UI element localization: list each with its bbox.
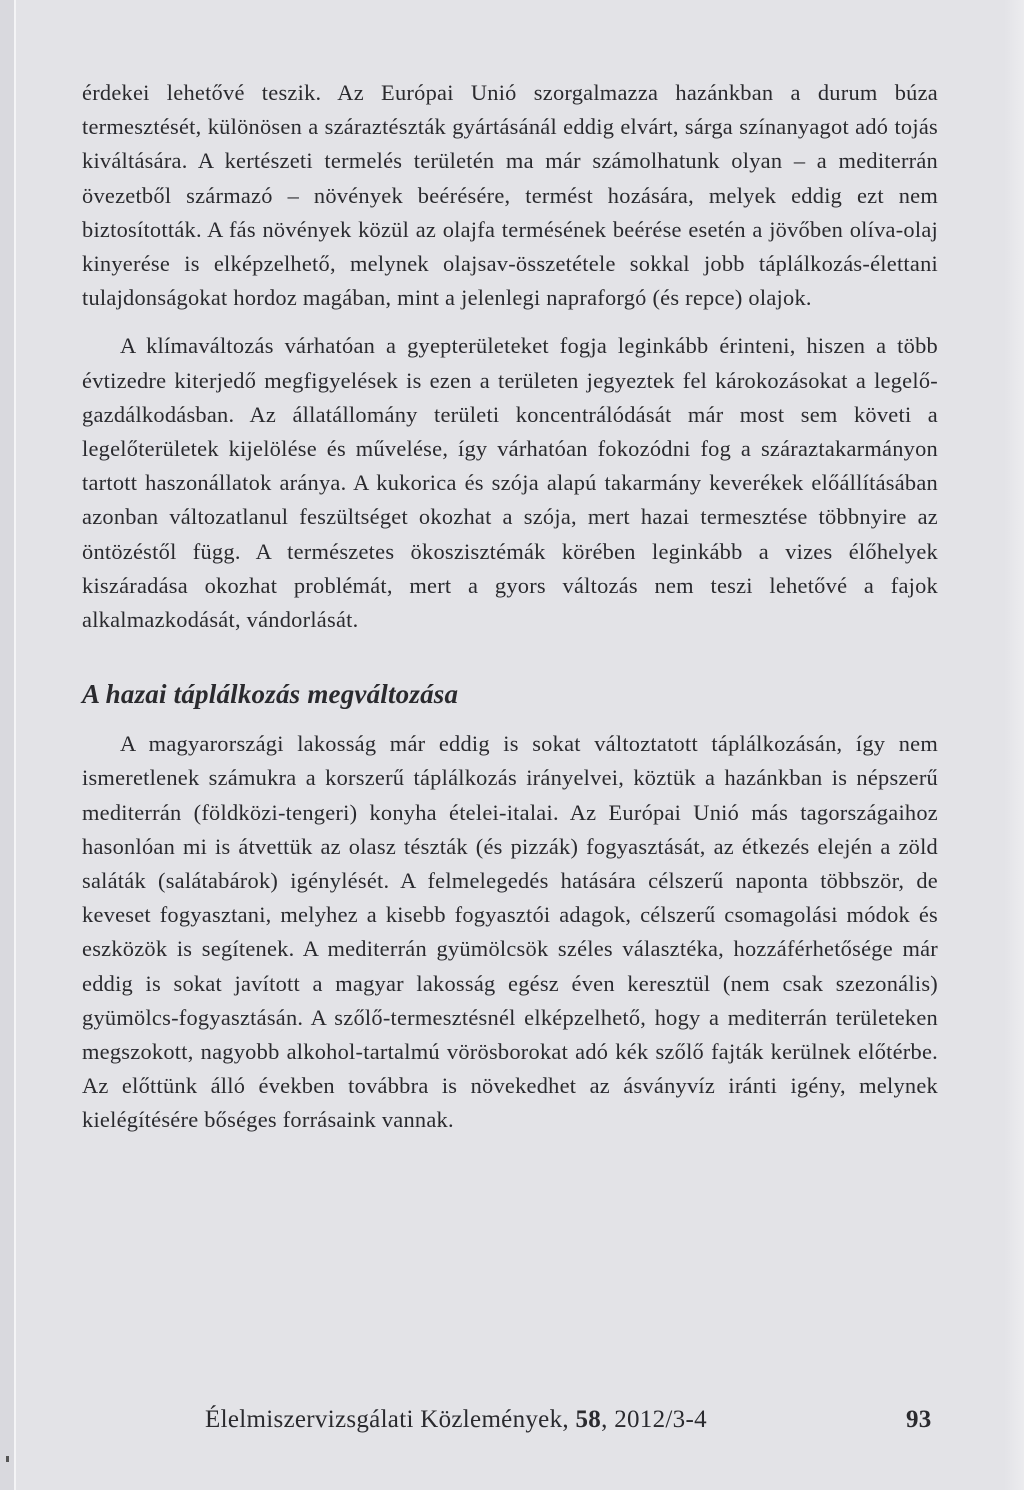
page-binding-shadow: [0, 0, 14, 1490]
margin-mark: [6, 1456, 9, 1462]
journal-issue: , 2012/3-4: [601, 1406, 707, 1433]
page-body: [82, 76, 938, 1138]
page-number: 93: [906, 1406, 932, 1433]
paragraph-continuation: érdekei lehetővé teszik. Az Európai Unió szorgalmazza hazánkban a durum búza termesztését, különösen a száraztészták gyártásánál eddig elvárt, sárga színanyagot adó tojás kiváltására. A kertészeti termelés területén ma már számolhatunk olyan – a mediterrán övezetből származó – növények beérésére, termést hozására, melyek eddig ezt nem biztosították. A fás növények közül az olajfa termésének beérése esetén a jövőben olíva-olaj kinyerése is elképzelhető, melynek olajsav-összetétele sokkal jobb táplálkozás-élettani tulajdonságokat hordoz magában, mint a jelenlegi napraforgó (és repce) olajok.: [82, 80, 938, 311]
paragraph-climate-grassland: A klímaváltozás várhatóan a gyepterületeket fogja leginkább érinteni, hiszen a több évtizedre kiterjedő megfigyelések is ezen a területen jegyeztek fel károkozásokat a legelő-gazdálkodásban. Az állatállomány területi koncentrálódását már most sem követi a legelőterületek kijelölése és művelése, így várhatóan fokozódni fog a száraztakarmányon tartott haszonállatok aránya. A kukorica és szója alapú takarmány keverékek előállításában azonban változatlanul feszültséget okozhat a szója, mert hazai termesztése többnyire az öntözéstől függ. A természetes ökoszisztémák körében leginkább a vizes élőhelyek kiszáradása okozhat problémát, mert a gyors változás nem teszi lehetővé a fajok alkalmazkodását, vándorlását.: [82, 333, 938, 633]
journal-citation: [205, 1406, 707, 1434]
page-right-edge: [1004, 0, 1024, 1490]
section-heading: A hazai táplálkozás megváltozása: [82, 679, 459, 710]
page-footer: [0, 1406, 1024, 1446]
page-binding-edge: [14, 0, 16, 1490]
journal-name: Élelmiszervizsgálati Közlemények,: [205, 1406, 576, 1433]
paragraph-nutrition-change: A magyarországi lakosság már eddig is sokat változtatott táplálkozásán, így nem ismeretlenek számukra a korszerű táplálkozás irányelvei, köztük a hazánkban is népszerű mediterrán (földközi-tengeri) konyha ételei-italai. Az Európai Unió más tagországaihoz hasonlóan mi is átvettük az olasz tészták (és pizzák) fogyasztását, az étkezés elején a zöld saláták (salátabárok) igénylését. A felmelegedés hatására célszerű naponta többször, de keveset fogyasztani, melyhez a kisebb fogyasztói adagok, célszerű csomagolási módok és eszközök is segítenek. A mediterrán gyümölcsök széles választéka, hozzáférhetősége már eddig is sokat javított a magyar lakosság egész éven keresztül (nem csak szezonális) gyümölcs-fogyasztásán. A szőlő-termesztésnél elképzelhető, hogy a mediterrán területeken megszokott, nagyobb alkohol-tartalmú vörösborokat adó kék szőlő fajták kerülnek előtérbe. Az előttünk álló években továbbra is növekedhet az ásványvíz iránti igény, melynek kielégítésére bőséges forrásaink vannak.: [82, 731, 938, 1133]
journal-volume: 58: [575, 1406, 602, 1433]
